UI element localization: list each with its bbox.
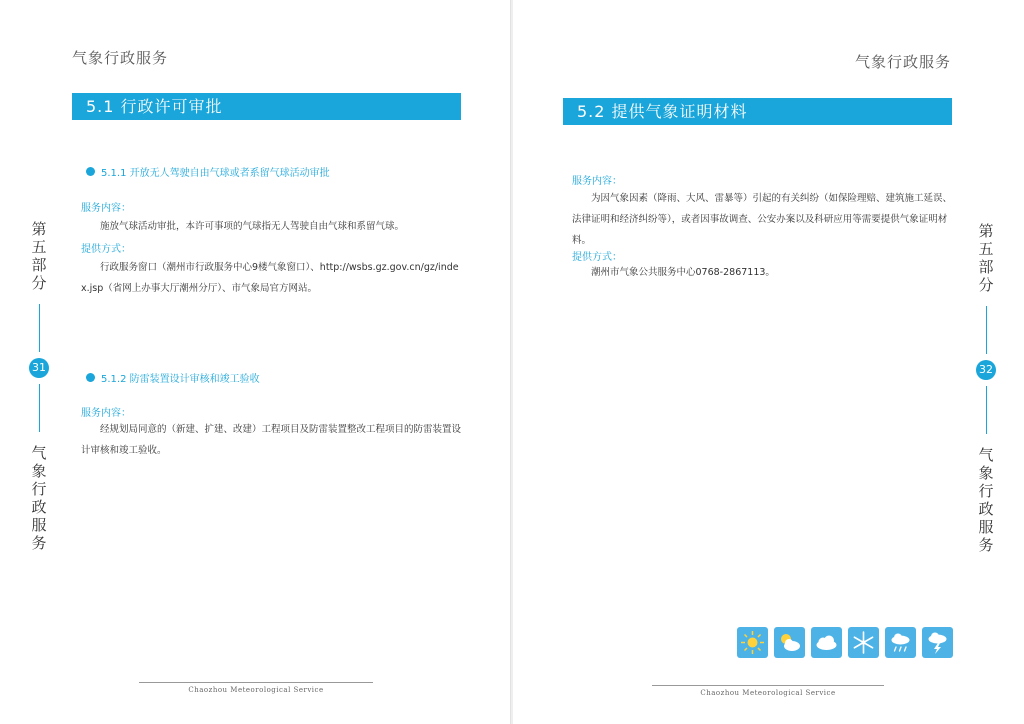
service-content-label: 服务内容： (572, 176, 622, 187)
section-title-bar: 5.1 行政许可审批 (72, 93, 461, 120)
sun-icon (737, 627, 768, 658)
part-label: 第五部分 (31, 220, 47, 292)
partly-cloudy-icon (774, 627, 805, 658)
section-title-bar: 5.2 提供气象证明材料 (563, 98, 952, 125)
divider-line (986, 386, 987, 434)
side-tab (974, 222, 998, 554)
snowflake-icon (848, 627, 879, 658)
footer-rule (139, 682, 373, 683)
running-head: 气象行政服务 (855, 53, 952, 71)
section-side-title: 气象行政服务 (31, 444, 47, 552)
page-number-badge: 31 (29, 358, 49, 378)
cloud-icon (811, 627, 842, 658)
subsection-heading-5-1-2 (86, 370, 260, 385)
divider-line (39, 304, 40, 352)
service-content-text: 施放气球活动审批，本许可事项的气球指无人驾驶自由气球和系留气球。 (100, 221, 405, 232)
footer-rule (652, 685, 884, 686)
thunderstorm-icon (922, 627, 953, 658)
service-content-label: 服务内容： (81, 203, 131, 214)
provision-method-label: 提供方式： (81, 244, 131, 255)
side-tab (27, 220, 51, 552)
service-content-label: 服务内容： (81, 408, 131, 419)
provision-method-label: 提供方式： (572, 252, 622, 263)
part-label: 第五部分 (978, 222, 994, 294)
footer-text: Chaozhou Meteorological Service (188, 686, 324, 694)
divider-line (986, 306, 987, 354)
rain-icon (885, 627, 916, 658)
subsection-heading-text: 5.1.2 防雷装置设计审核和竣工验收 (101, 374, 260, 385)
divider-line (39, 384, 40, 432)
page-footer (139, 682, 373, 694)
right-page (513, 0, 1024, 724)
provision-method-text: 行政服务窗口（潮州市行政服务中心9楼气象窗口）、http://wsbs.gz.gov.cn/gz/index.jsp（省网上办事大厅潮州分厅）、市气象局官方网站。 (81, 262, 459, 294)
subsection-heading-text: 5.1.1 开放无人驾驶自由气球或者系留气球活动审批 (101, 168, 330, 179)
subsection-heading-5-1-1 (86, 164, 330, 179)
provision-method-text: 潮州市气象公共服务中心0768-2867113。 (591, 267, 775, 278)
page-number-badge: 32 (976, 360, 996, 380)
bullet-dot-icon (86, 373, 95, 382)
section-side-title: 气象行政服务 (978, 446, 994, 554)
left-page (0, 0, 511, 724)
weather-icon-row (737, 627, 953, 658)
footer-text: Chaozhou Meteorological Service (700, 689, 836, 697)
service-content-text: 经规划局同意的（新建、扩建、改建）工程项目及防雷装置整改工程项目的防雷装置设计审核和竣工验收。 (81, 424, 462, 456)
service-content-text: 为因气象因素（降雨、大风、雷暴等）引起的有关纠纷（如保险理赔、建筑施工延误、法律证明和经济纠纷等），或者因事故调查、公安办案以及科研应用等需要提供气象证明材料。 (572, 193, 953, 246)
bullet-dot-icon (86, 167, 95, 176)
running-head: 气象行政服务 (72, 49, 169, 67)
page-footer (652, 685, 884, 697)
